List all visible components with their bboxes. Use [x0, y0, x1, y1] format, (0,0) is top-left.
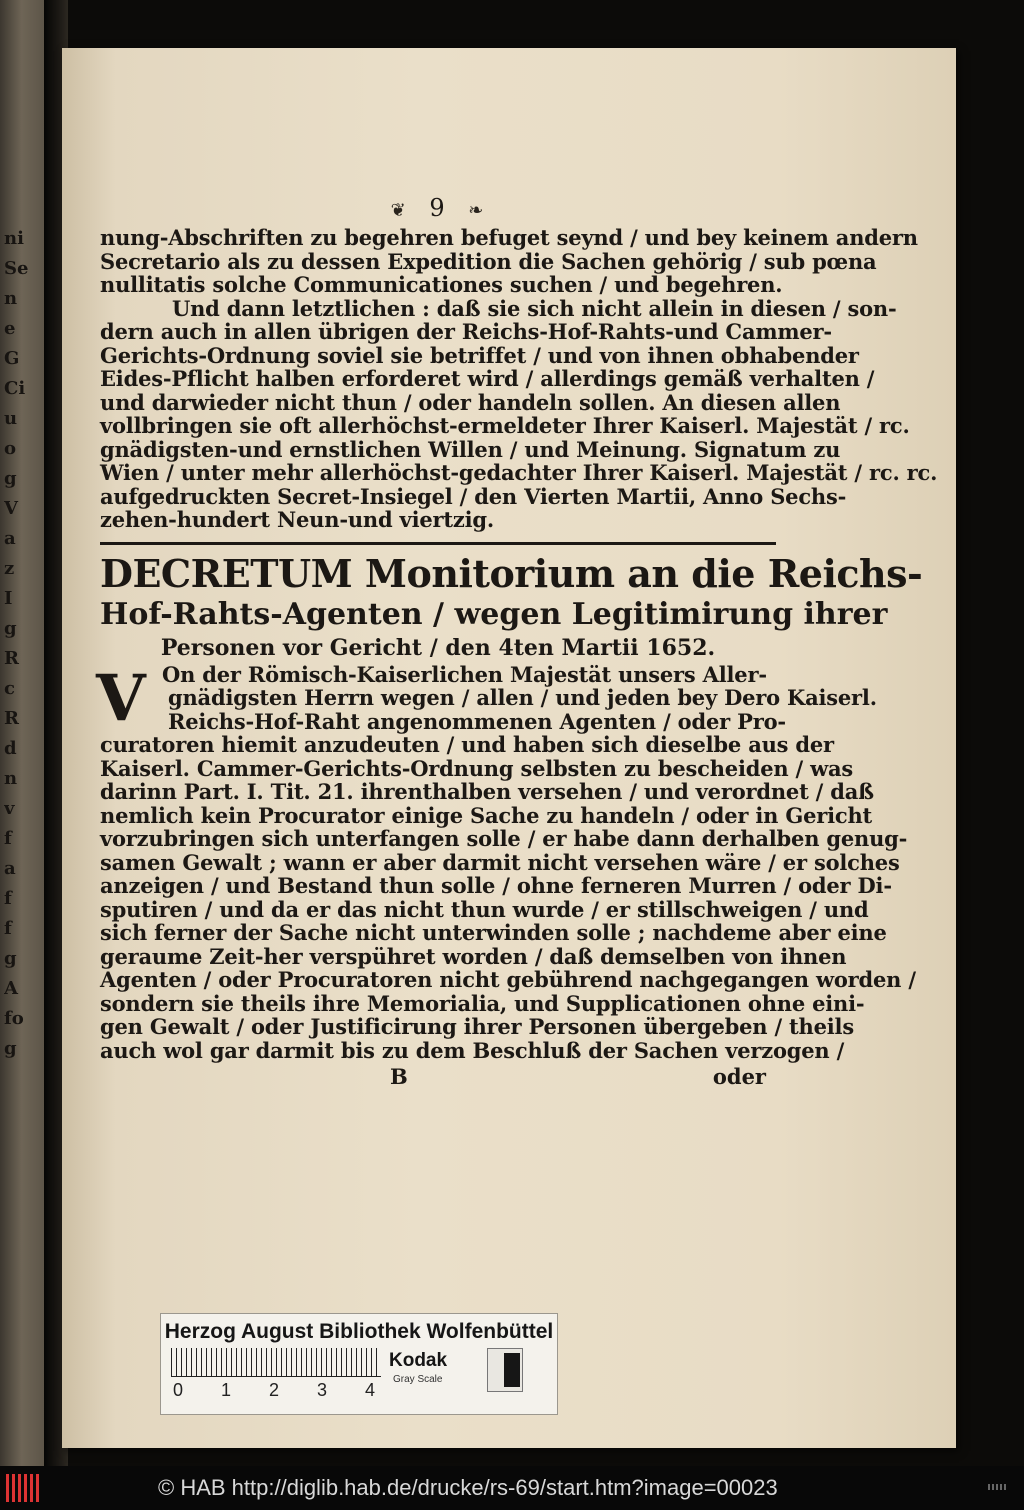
page-number-header: [100, 190, 776, 226]
left-page-fragment: f: [4, 828, 12, 849]
body-paragraph: [100, 225, 938, 532]
left-page-fragment: V: [4, 498, 18, 519]
ornament-right-icon: ❧: [468, 200, 486, 221]
text-line: Eides-Pflicht halben erforderet wird / allerdings gemäß verhalten /: [100, 366, 875, 391]
gray-swatch: [487, 1348, 523, 1392]
text-line: Wien / unter mehr allerhöchst-gedachter Ihrer Kaiserl. Majestät / rc. rc.: [100, 460, 938, 485]
page-text: [96, 190, 938, 1090]
text-line: nemlich kein Procurator einige Sache zu handeln / oder in Gericht: [100, 802, 873, 828]
text-line: auch wol gar darmit bis zu dem Beschluß der Sachen verzogen /: [100, 1037, 845, 1063]
text-line: aufgedruckten Secret-Insiegel / den Vierten Martii, Anno Sechs-: [100, 483, 847, 509]
left-page-fragment: g: [4, 468, 17, 489]
footer-mark-icon: [988, 1484, 1008, 1490]
decree-title-line-1: DECRETUM Monitorium an die Reichs-: [100, 550, 923, 596]
scale-number: 4: [365, 1380, 376, 1400]
text-line: Agenten / oder Procuratoren nicht gebührend nachgegangen worden /: [100, 967, 916, 992]
left-page-fragment: u: [4, 408, 18, 429]
decree-title-line-2: Hof-Rahts-Agenten / wegen Legitimirung ihrer: [100, 596, 888, 632]
text-line: und darwieder nicht thun / oder handeln sollen. An diesen allen: [100, 389, 841, 415]
text-line: Reichs-Hof-Raht angenommenen Agenten / oder Pro-: [168, 708, 786, 734]
catchword: oder: [712, 1064, 766, 1089]
left-page-fragment: R: [4, 648, 19, 669]
signature-mark: B: [390, 1064, 408, 1089]
text-line: samen Gewalt ; wann er aber darmit nicht versehen wäre / er solches: [100, 849, 900, 875]
scale-numbers: [167, 1380, 387, 1404]
text-line: darinn Part. I. Tit. 21. ihrenthalben versehen / und verordnet / daß: [100, 779, 874, 804]
left-page-fragment: v: [4, 798, 15, 819]
text-line: dern auch in allen übrigen der Reichs-Hof-Rahts-und Cammer-: [100, 319, 832, 344]
text-line: sputiren / und da er das nicht thun wurde / er stillschweigen / und: [100, 896, 869, 922]
scale-ruler: [171, 1348, 381, 1377]
text-line: nung-Abschriften zu begehren befuget seynd / und bey keinem andern: [100, 225, 918, 250]
left-page-fragment: d: [4, 738, 17, 759]
left-page-fragment: e: [4, 318, 16, 339]
scale-number: 2: [269, 1380, 280, 1400]
left-page-fragment: fo: [4, 1008, 24, 1029]
left-page-fragment: Se: [4, 258, 29, 279]
left-page-fragment: f: [4, 888, 12, 909]
page-number: 9: [429, 194, 447, 222]
left-page-fragment: R: [4, 708, 19, 729]
scale-number: 0: [173, 1380, 184, 1400]
left-page-fragment: f: [4, 918, 12, 939]
text-line: sich ferner der Sache nicht unterwinden solle ; nachdeme aber eine: [100, 920, 887, 945]
decree-paragraph: [96, 660, 916, 1063]
text-line: anzeigen / und Bestand thun solle / ohne ferneren Murren / oder Di-: [100, 873, 892, 898]
text-line: sondern sie theils ihre Memorialia, und Supplicationen ohne eini-: [100, 990, 865, 1016]
decree-title-line-3: Personen vor Gericht / den 4ten Martii 1652.: [160, 634, 716, 661]
left-page-fragment: n: [4, 288, 18, 309]
left-page-fragment: g: [4, 618, 17, 639]
section-divider: [100, 542, 776, 545]
text-line: Gerichts-Ordnung soviel sie betriffet / und von ihnen obhabender: [100, 342, 859, 368]
text-line: gnädigsten-und ernstlichen Willen / und Meinung. Signatum zu: [100, 436, 841, 462]
text-line: Secretario als zu dessen Expedition die Sachen gehörig / sub pœna: [100, 248, 877, 274]
text-line: zehen-hundert Neun-und viertzig.: [100, 507, 494, 532]
left-page-fragment: n: [4, 768, 18, 789]
left-page-fragment: o: [4, 438, 17, 459]
left-page-fragment: a: [4, 858, 16, 879]
copyright-link[interactable]: © HAB http://diglib.hab.de/drucke/rs-69/start.htm?image=00023: [158, 1475, 778, 1500]
text-line: Und dann letztlichen : daß sie sich nicht allein in diesen / son-: [172, 295, 897, 321]
left-page-edge: [0, 0, 48, 1466]
card-title: Herzog August Bibliothek Wolfenbüttel: [164, 1320, 554, 1343]
footer-bar: [0, 1466, 1024, 1510]
left-page-fragment: G: [4, 348, 20, 369]
text-line: vollbringen sie oft allerhöchst-ermeldeter Ihrer Kaiserl. Majestät / rc.: [100, 413, 910, 438]
scale-number: 3: [317, 1380, 328, 1400]
text-line: vorzubringen sich unterfangen solle / er habe dann derhalben genug-: [100, 826, 908, 851]
page-footer-marks: [100, 1062, 776, 1090]
left-page-fragment: g: [4, 1038, 17, 1059]
text-line: nullitatis solche Communicationes suchen / und begehren.: [100, 272, 783, 297]
left-page-fragment: I: [4, 588, 13, 609]
text-line: On der Römisch-Kaiserlichen Majestät unsers Aller-: [162, 661, 767, 687]
text-line: Kaiserl. Cammer-Gerichts-Ordnung selbsten zu bescheiden / was: [100, 755, 854, 781]
hab-logo-icon: [6, 1474, 40, 1502]
text-line: gen Gewalt / oder Justificirung ihrer Personen übergeben / theils: [100, 1014, 854, 1039]
left-page-fragment: z: [4, 558, 15, 579]
left-page-fragment: c: [4, 678, 15, 699]
left-page-fragment: g: [4, 948, 17, 969]
ornament-left-icon: ❦: [390, 200, 408, 221]
text-line: curatoren hiemit anzudeuten / und haben sich dieselbe aus der: [100, 732, 834, 757]
book-page: [62, 48, 956, 1448]
kodak-subtitle: Gray Scale: [393, 1374, 443, 1385]
color-calibration-card: [160, 1313, 558, 1415]
left-page-fragment: A: [4, 978, 18, 999]
left-page-fragment: ni: [4, 228, 24, 249]
kodak-brand: Kodak: [389, 1350, 448, 1371]
left-page-fragment: Ci: [4, 378, 26, 399]
scale-number: 1: [221, 1380, 232, 1400]
decorated-initial: V: [96, 660, 146, 736]
text-line: gnädigsten Herrn wegen / allen / und jeden bey Dero Kaiserl.: [168, 685, 877, 710]
left-page-fragment: a: [4, 528, 16, 549]
text-line: geraume Zeit-her verspühret worden / daß demselben von ihnen: [100, 943, 847, 969]
